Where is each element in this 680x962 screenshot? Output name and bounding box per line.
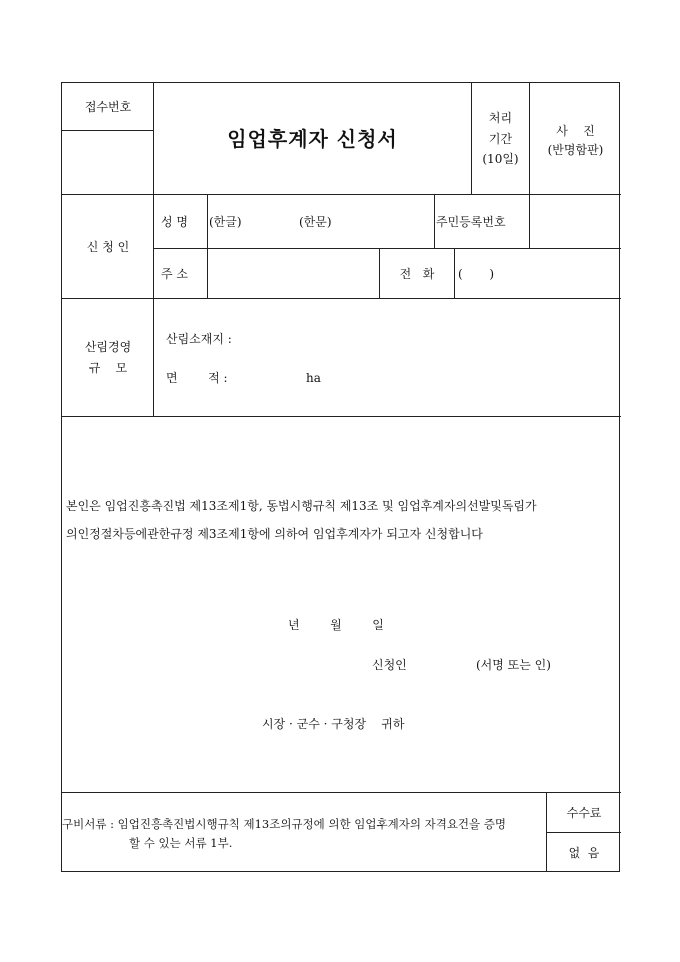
required-documents-line-1: 구비서류 : 임업진흥촉진법시행규칙 제13조의규정에 의한 임업후계자의 자격요건을 증명 <box>62 817 507 831</box>
name-hanja-field[interactable]: (한문) <box>299 215 332 229</box>
application-form <box>61 82 620 872</box>
rule-forest-bottom <box>62 416 621 417</box>
fee-value: 없 음 <box>568 846 600 860</box>
processing-period-label-1: 처리 <box>488 111 513 125</box>
applicant-signature-label: 신청인 <box>372 658 407 672</box>
declaration-line-2: 의인정절차등에관한규정 제3조제1항에 의하여 임업후계자가 되고자 신청합니다 <box>66 527 483 541</box>
rule-receipt <box>62 130 154 131</box>
date-line: 년 월 일 <box>288 618 384 632</box>
rule-applicant-bottom <box>62 298 621 299</box>
forest-scale-label-2: 규 모 <box>88 361 128 375</box>
rule-fee-mid <box>547 832 621 833</box>
rule-applicant-mid <box>154 248 621 249</box>
processing-period-days: (10일) <box>482 152 519 166</box>
required-documents-line-2: 할 수 있는 서류 1부. <box>129 836 233 850</box>
forest-area-unit: ha <box>306 371 321 385</box>
rule-v-field-col <box>207 194 208 298</box>
photo-size-label: (반명함판) <box>547 143 604 157</box>
rule-v-phone-value-left <box>454 248 455 298</box>
rule-v-id-left <box>434 194 435 248</box>
name-korean-field[interactable]: (한글) <box>209 215 242 229</box>
recipient-line: 시장 · 군수 · 구청장 귀하 <box>262 717 405 731</box>
rule-v-processing-right <box>529 83 530 248</box>
phone-label: 전 화 <box>399 267 435 281</box>
name-label: 성 명 <box>161 215 188 229</box>
photo-label: 사 진 <box>556 124 595 138</box>
signature-or-seal: (서명 또는 인) <box>476 658 551 672</box>
resident-id-label: 주민등록번호 <box>436 215 506 229</box>
rule-v-label-col <box>153 194 154 416</box>
rule-declaration-bottom <box>62 792 621 793</box>
applicant-section-label: 신 청 인 <box>86 240 130 254</box>
receipt-number-label: 접수번호 <box>84 100 132 114</box>
form-title: 임업후계자 신청서 <box>227 127 398 151</box>
forest-scale-label-1: 산림경영 <box>84 340 132 354</box>
phone-field[interactable]: ( ) <box>458 267 495 281</box>
forest-area-label: 면 적 : <box>166 371 228 385</box>
address-label: 주 소 <box>161 267 188 281</box>
forest-location-label: 산림소재지 : <box>166 332 232 346</box>
fee-label: 수수료 <box>566 806 602 820</box>
rule-header-bottom <box>62 194 621 195</box>
processing-period-label-2: 기간 <box>488 132 513 146</box>
declaration-line-1: 본인은 임업진흥촉진법 제13조제1항, 동법시행규칙 제13조 및 임업후계자의선발및독림가 <box>66 499 537 513</box>
